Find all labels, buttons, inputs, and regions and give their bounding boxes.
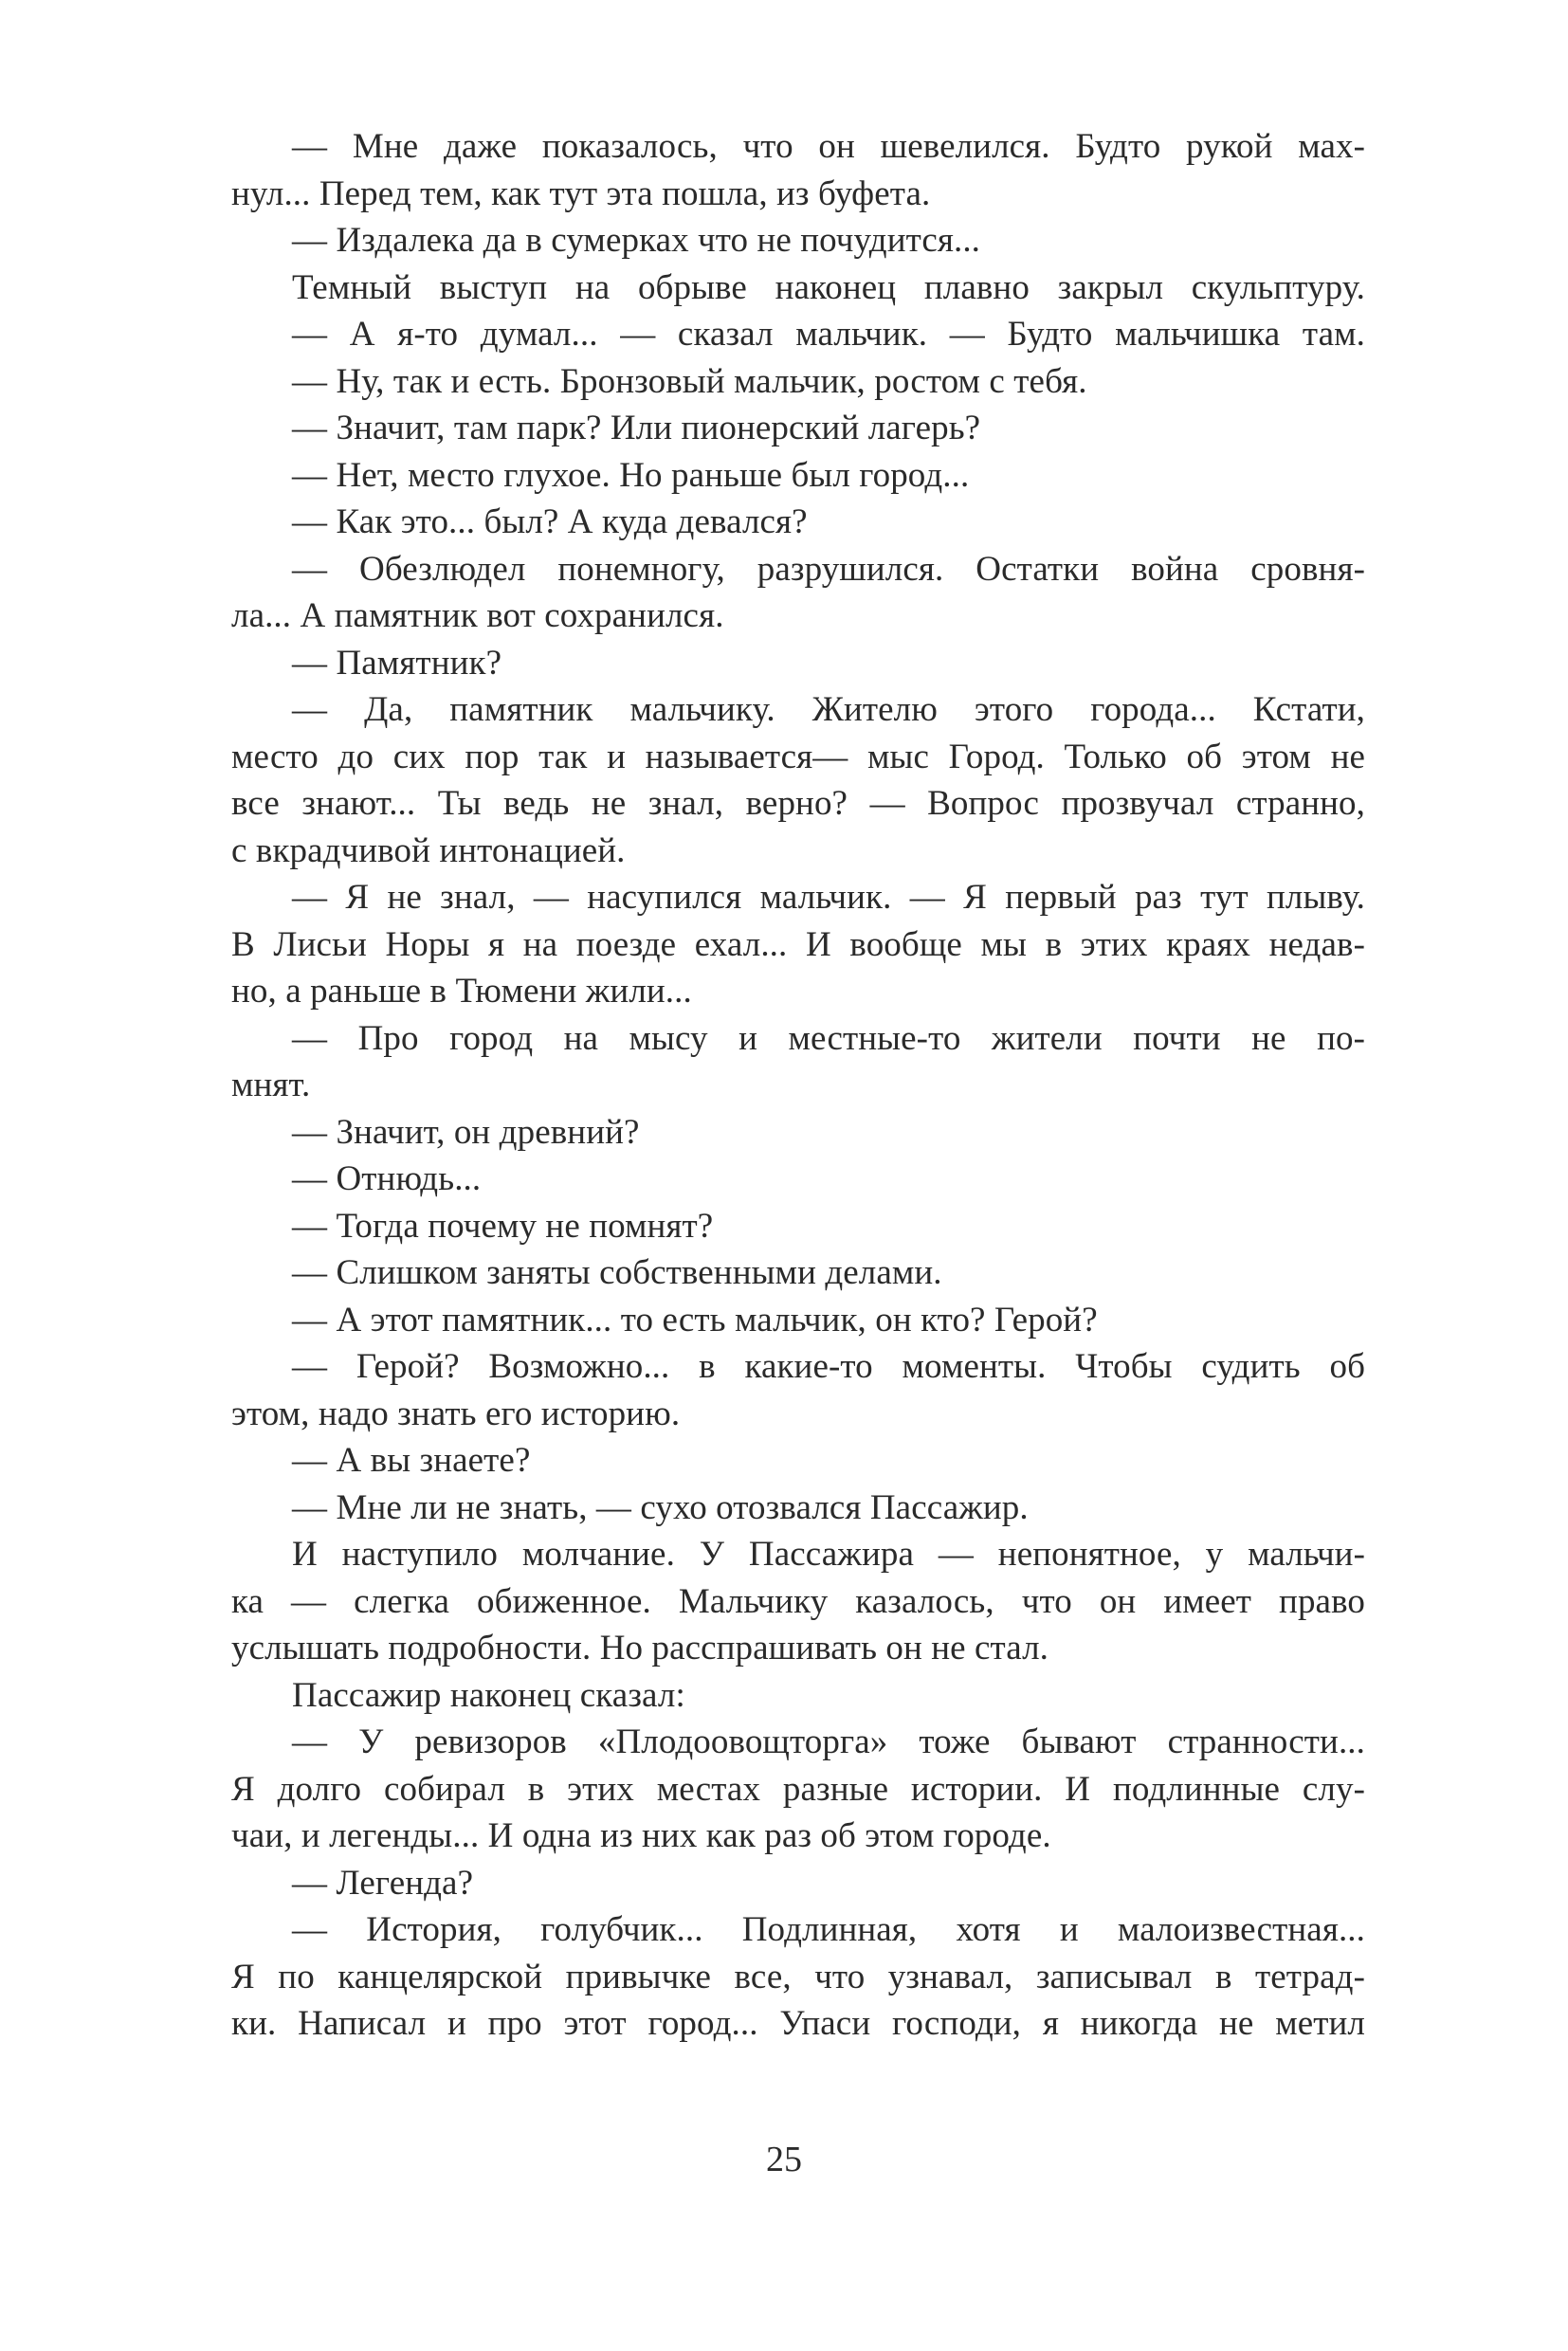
text-line: — Герой? Возможно... в какие-то моменты. Чтобы судить об xyxy=(292,1347,1365,1386)
text-line: — Ну, так и есть. Бронзовый мальчик, ростом с тебя. xyxy=(292,361,1087,401)
page-number: 25 xyxy=(766,2140,802,2179)
text-line: Пассажир наконец сказал: xyxy=(292,1675,685,1715)
text-line: — Значит, он древний? xyxy=(292,1112,640,1152)
text-line: — Слишком заняты собственными делами. xyxy=(292,1253,942,1292)
text-line: но, а раньше в Тюмени жили... xyxy=(231,972,692,1011)
text-line: ка — слегка обиженное. Мальчику казалось, что он имеет право xyxy=(231,1581,1365,1621)
text-line: — А вы знаете? xyxy=(292,1441,531,1480)
text-line: — А я-то думал... — сказал мальчик. — Будто мальчишка там. xyxy=(292,315,1365,354)
text-line: — У ревизоров «Плодоовощторга» тоже бывают странности... xyxy=(292,1722,1365,1761)
text-line: — История, голубчик... Подлинная, хотя и малоизвестная... xyxy=(292,1910,1365,1949)
text-line: чаи, и легенды... И одна из них как раз об этом городе. xyxy=(231,1816,1051,1855)
text-line: — Памятник? xyxy=(292,643,502,683)
text-line: В Лисьи Норы я на поезде ехал... И вообще мы в этих краях недав- xyxy=(231,924,1365,964)
text-line: — Мне даже показалось, что он шевелился. Будто рукой мах- xyxy=(292,127,1365,166)
text-line: ки. Написал и про этот город... Упаси господи, я никогда не метил xyxy=(231,2004,1365,2043)
text-line: услышать подробности. Но расспрашивать он не стал. xyxy=(231,1629,1049,1668)
text-line: с вкрадчивой интонацией. xyxy=(231,830,626,870)
text-line: место до сих пор так и называется— мыс Город. Только об этом не xyxy=(231,737,1365,776)
text-line: И наступило молчание. У Пассажира — непонятное, у мальчи- xyxy=(292,1535,1365,1574)
text-line: — Да, памятник мальчику. Жителю этого города... Кстати, xyxy=(292,690,1365,729)
text-line: — А этот памятник... то есть мальчик, он кто? Герой? xyxy=(292,1300,1098,1340)
text-line: Я долго собирал в этих местах разные истории. И подлинные слу- xyxy=(231,1769,1365,1809)
text-line: Темный выступ на обрыве наконец плавно закрыл скульптуру. xyxy=(292,267,1365,307)
text-line: все знают... Ты ведь не знал, верно? — Вопрос прозвучал странно, xyxy=(231,784,1365,823)
text-line: — Мне ли не знать, — сухо отозвался Пассажир. xyxy=(292,1487,1029,1527)
text-line: Я по канцелярской привычке все, что узнавал, записывал в тетрад- xyxy=(231,1957,1365,1996)
text-line: — Нет, место глухое. Но раньше был город... xyxy=(292,455,970,495)
text-line: ла... А памятник вот сохранился. xyxy=(231,596,724,635)
text-line: — Значит, там парк? Или пионерский лагерь? xyxy=(292,409,981,447)
text-line: — Как это... был? А куда девался? xyxy=(292,502,808,541)
text-line: — Издалека да в сумерках что не почудится... xyxy=(292,221,981,260)
text-line: мнят. xyxy=(231,1066,311,1104)
text-line: — Легенда? xyxy=(292,1863,474,1903)
text-line: нул... Перед тем, как тут эта пошла, из буфета. xyxy=(231,173,931,213)
text-line: — Я не знал, — насупился мальчик. — Я первый раз тут плыву. xyxy=(292,878,1365,917)
text-line: — Тогда почему не помнят? xyxy=(292,1206,714,1246)
text-line: — Отнюдь... xyxy=(292,1159,482,1198)
text-line: — Про город на мысу и местные-то жители почти не по- xyxy=(292,1018,1365,1058)
text-line: этом, надо знать его историю. xyxy=(231,1394,681,1433)
page-text xyxy=(231,123,1365,2048)
text-line: — Обезлюдел понемногу, разрушился. Остатки война сровня- xyxy=(292,549,1365,589)
